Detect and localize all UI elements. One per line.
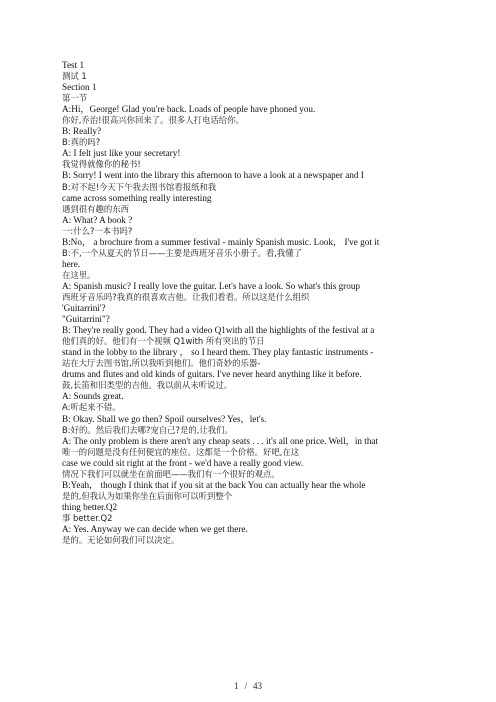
- english-text-line: B: Sorry! I went into the library this afternoon to have a look at a newspaper and I: [62, 170, 364, 181]
- english-text-line: A: Yes. Anyway we can decide when we get there.: [62, 523, 248, 534]
- english-text-line: here.: [62, 258, 81, 269]
- english-text-line: A: Spanish music? I really love the guitar. Let's have a look. So what's this group: [62, 280, 361, 291]
- chinese-text-line: 在这里。: [62, 269, 96, 280]
- chinese-text-line: B:真的吗?: [62, 137, 101, 148]
- english-text-line: B: They're really good. They had a video Q1with all the highlights of the festival at a: [62, 325, 375, 336]
- chinese-text-line: 你好,乔治!很高兴你回来了。很多人打电话给你。: [62, 115, 244, 126]
- chinese-text-line: 站在大厅去图书馆,所以我听到他们。他们奇妙的乐器-: [62, 358, 261, 369]
- english-text-line: B: Really?: [62, 126, 102, 137]
- page-total: 43: [253, 681, 262, 691]
- chinese-text-line: A:听起来不错。: [62, 402, 121, 413]
- page-separator: /: [244, 681, 247, 691]
- english-text-line: A: What? A book ?: [62, 214, 133, 225]
- chinese-text-line: B:好的。然后我们去哪?宠自己?是的,让我们。: [62, 424, 233, 435]
- english-text-line: thing better.Q2: [62, 501, 118, 512]
- chinese-text-line: 情况下我们可以就坐在前面吧——我们有一个很好的观点。: [62, 468, 280, 479]
- chinese-text-line: 我觉得就像你的秘书!: [62, 159, 141, 170]
- english-text-line: B:Yeah， though I think that if you sit at the back You can actually hear the whole: [62, 479, 366, 490]
- chinese-text-line: 是的。无论如何我们可以决定。: [62, 535, 180, 546]
- chinese-text-line: B:对不起!今天下午我去图书馆看报纸和我: [62, 181, 217, 192]
- english-text-line: drums and flutes and old kinds of guitars. I've never heard anything like it before.: [62, 369, 362, 380]
- chinese-text-line: 遇到很有趣的东西: [62, 203, 129, 214]
- document-body: [62, 60, 438, 546]
- english-text-line: case we could sit right at the front - we'd have a really good view.: [62, 457, 304, 468]
- english-text-line: B:No， a brochure from a summer festival - mainly Spanish music. Look， I've got it: [62, 236, 380, 247]
- chinese-text-line: 鼓,长笛和旧类型的吉他。我以前从未听说过。: [62, 380, 233, 391]
- page-footer: [0, 681, 496, 691]
- english-text-line: Test 1: [62, 60, 85, 70]
- english-text-line: 'Guitarrini'?: [62, 303, 106, 314]
- english-text-line: B: Okay. Shall we go then? Spoil ourselves? Yes，let's.: [62, 413, 267, 424]
- english-text-line: A:Hi，George! Glad you're back. Loads of people have phoned you.: [62, 104, 316, 115]
- english-text-line: Section 1: [62, 82, 97, 93]
- chinese-text-line: 唯一的问题是没有任何便宜的座位。这都是一个价格。好吧,在这: [62, 446, 300, 457]
- chinese-text-line: 西班牙音乐吗?我真的很喜欢吉他。让我们看看。所以这是什么组织: [62, 291, 310, 302]
- english-text-line: A: I felt just like your secretary!: [62, 148, 181, 159]
- chinese-text-line: 他们真的好。他们有一个视频 Q1with 所有突出的节日: [62, 336, 265, 347]
- english-text-line: A: Sounds great.: [62, 391, 124, 402]
- english-text-line: "Guitarrini"?: [62, 314, 110, 325]
- chinese-text-line: 一:什么?一本书吗?: [62, 225, 133, 236]
- chinese-text-line: B:不,一个从夏天的节日——主要是西班牙音乐小册子。看,我懂了: [62, 247, 303, 258]
- chinese-text-line: 第一节: [62, 93, 88, 104]
- chinese-text-line: 事 better.Q2: [62, 512, 113, 523]
- page-number: 1: [233, 681, 239, 691]
- chinese-text-line: 测试 1: [62, 71, 87, 82]
- english-text-line: came across something really interesting: [62, 192, 212, 203]
- english-text-line: stand in the lobby to the library ， so I heard them. They play fantastic instruments -: [62, 347, 374, 358]
- english-text-line: A: The only problem is there aren't any cheap seats . . . it's all one price. Well，in that: [62, 435, 379, 446]
- chinese-text-line: 是的,但我认为如果你坐在后面你可以听到整个: [62, 490, 233, 501]
